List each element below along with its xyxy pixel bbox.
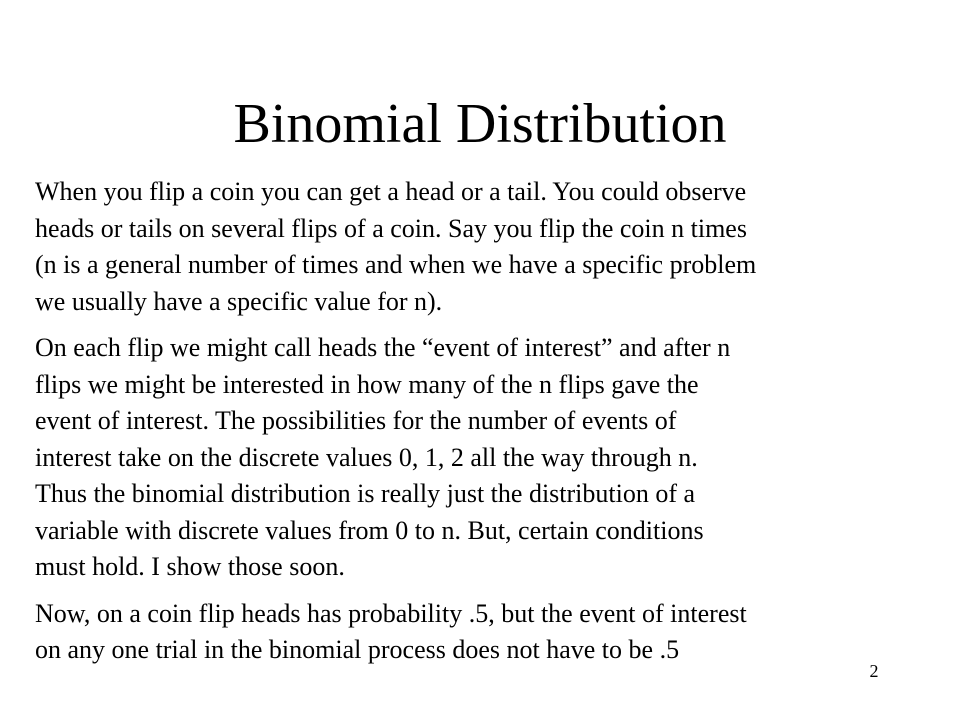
body-line: Thus the binomial distribution is really just the distribution of a [35,479,696,508]
body-line: (n is a general number of times and when we have a specific problem [35,250,757,279]
body-line: must hold. I show those soon. [35,552,345,581]
body-line: When you flip a coin you can get a head or a tail. You could observe [35,177,747,206]
body-line: on any one trial in the binomial process does not have to be .5 [35,635,680,664]
body-line: On each flip we might call heads the “event of interest” and after n [35,333,731,362]
slide-title: Binomial Distribution [233,93,727,155]
page-number: 2 [869,661,879,681]
body-line: heads or tails on several flips of a coin. Say you flip the coin n times [35,213,747,243]
slide-body [35,174,935,679]
body-line: flips we might be interested in how many of the n flips gave the [35,369,699,399]
body-line: Now, on a coin flip heads has probability .5, but the event of interest [35,598,747,628]
paragraph-coin-flip-intro [35,174,935,320]
body-line: event of interest. The possibilities for the number of events of [35,406,677,435]
body-line: we usually have a specific value for n). [35,286,443,316]
body-line: variable with discrete values from 0 to n. But, certain conditions [35,515,704,545]
body-line: interest take on the discrete values 0, 1, 2 all the way through n. [35,442,698,472]
paragraph-probability [35,596,935,669]
paragraph-event-of-interest [35,330,935,586]
